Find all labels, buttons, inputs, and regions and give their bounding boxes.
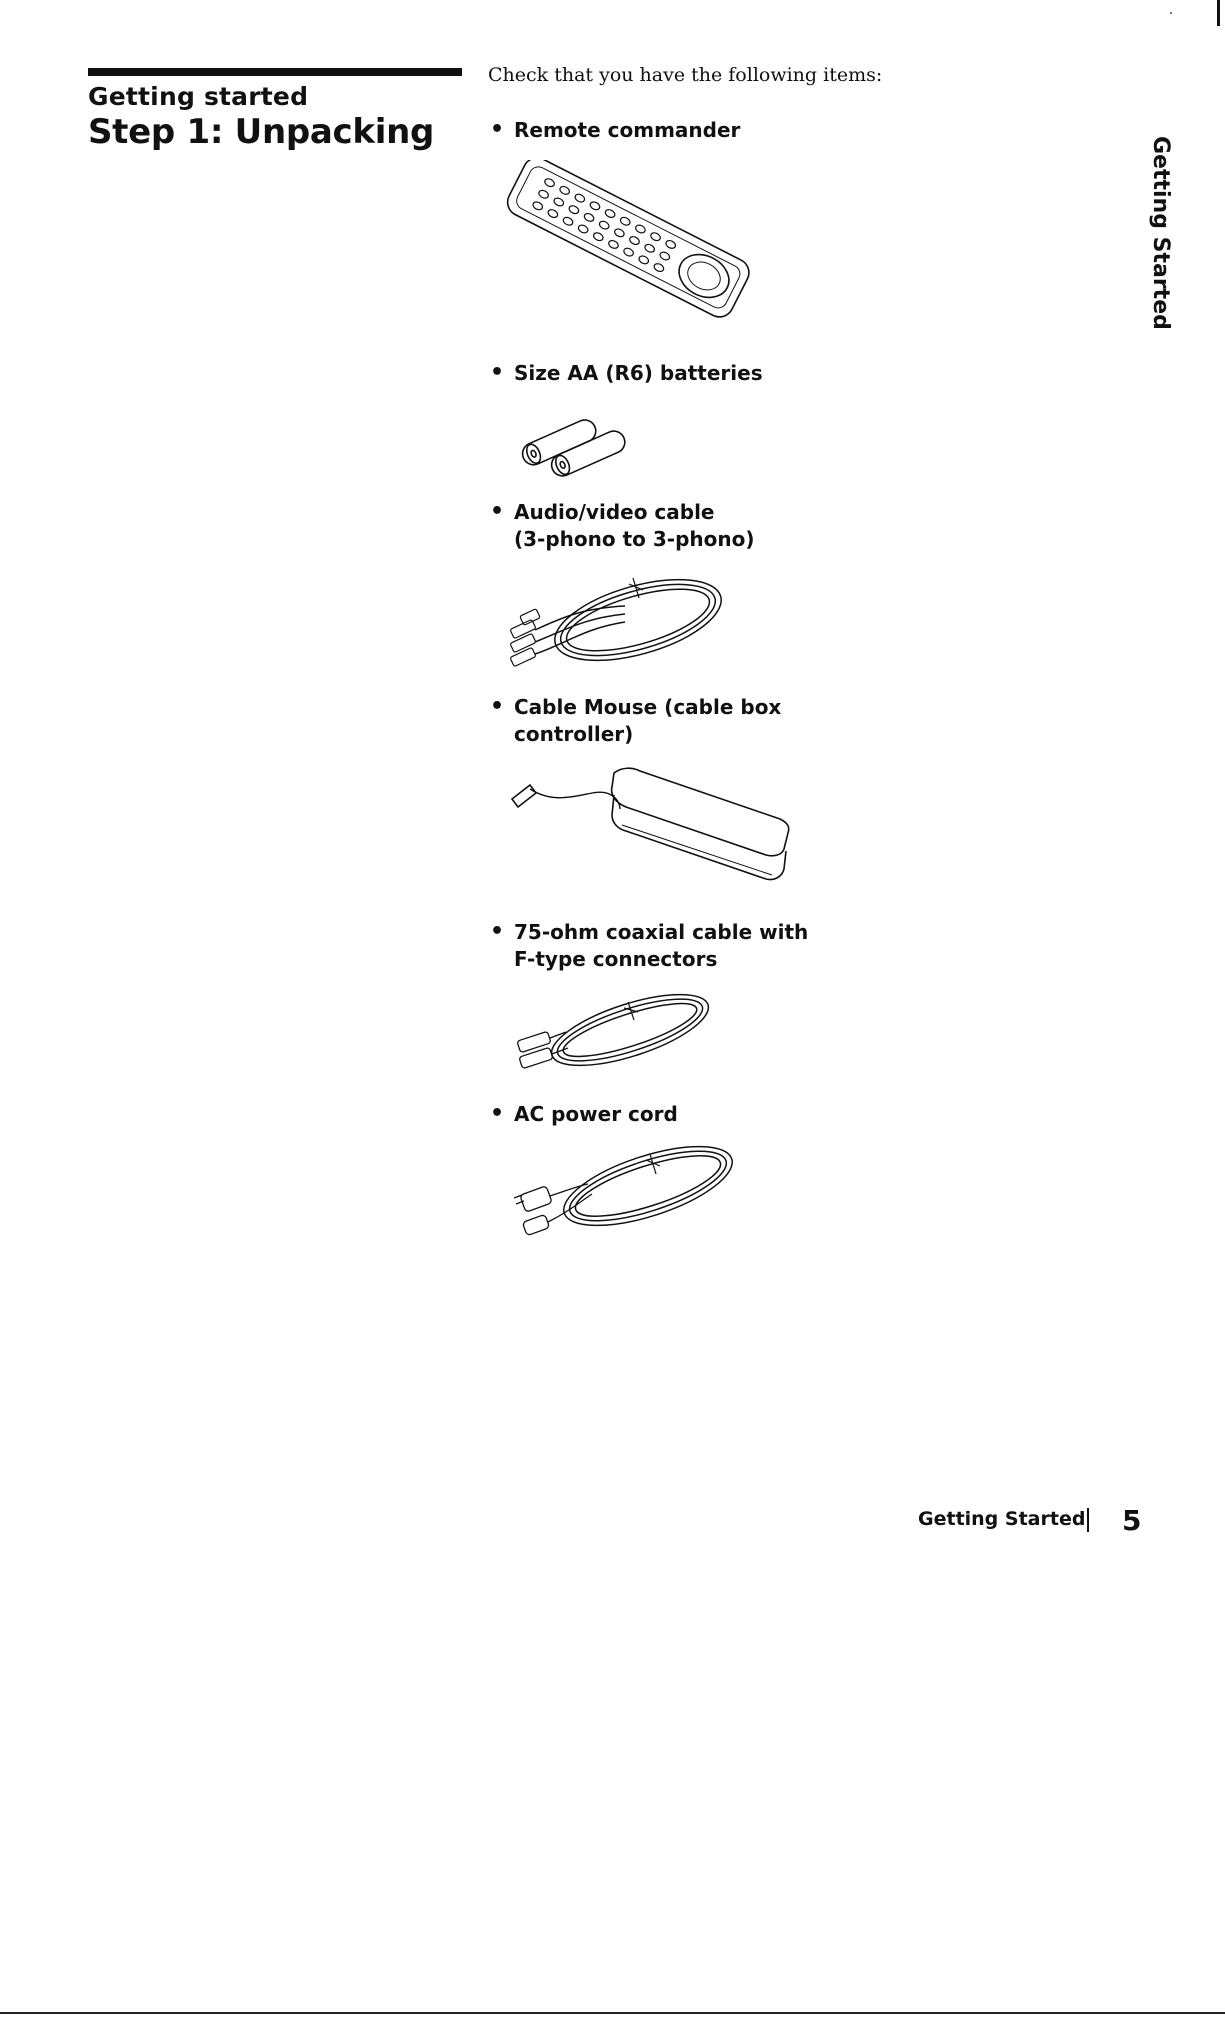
item-label-line: controller) [514,722,634,746]
item-label-line: AC power cord [514,1102,678,1126]
item-label-line: Audio/video cable [514,500,715,524]
page-number: 5 [1122,1504,1142,1537]
item-label [514,694,781,748]
bullet: • [490,694,505,719]
section-label: Getting started [88,82,309,111]
item-label-line: Cable Mouse (cable box [514,695,782,719]
footer-separator [1087,1508,1089,1532]
av-cable-icon [505,568,735,678]
item-label [514,360,763,387]
power-cord-icon [508,1140,748,1250]
item-label-line: Size AA (R6) batteries [514,361,763,385]
side-tab: Getting Started [1148,136,1173,330]
bullet: • [490,117,505,142]
item-label-line: Remote commander [514,118,741,142]
edge-mark [1217,0,1220,26]
batteries-icon [508,400,638,480]
page-title: Step 1: Unpacking [88,112,435,152]
bullet: • [490,1101,505,1126]
item-label-line: F-type connectors [514,947,718,971]
item-label [514,1101,678,1128]
bottom-rule [0,2012,1225,2014]
item-label [514,499,755,553]
bullet: • [490,919,505,944]
bullet: • [490,499,505,524]
remote-commander-icon [505,160,755,330]
item-label-line: (3-phono to 3-phono) [514,527,755,551]
bullet: • [490,360,505,385]
section-rule [88,68,462,76]
cable-mouse-icon [502,765,792,895]
item-label [514,117,740,144]
dot-mark [1170,12,1172,14]
item-label-line: 75-ohm coaxial cable with [514,920,809,944]
item-label [514,919,808,973]
coaxial-cable-icon [510,990,720,1080]
intro-text: Check that you have the following items: [488,64,883,86]
footer-section-label: Getting Started [918,1508,1086,1530]
